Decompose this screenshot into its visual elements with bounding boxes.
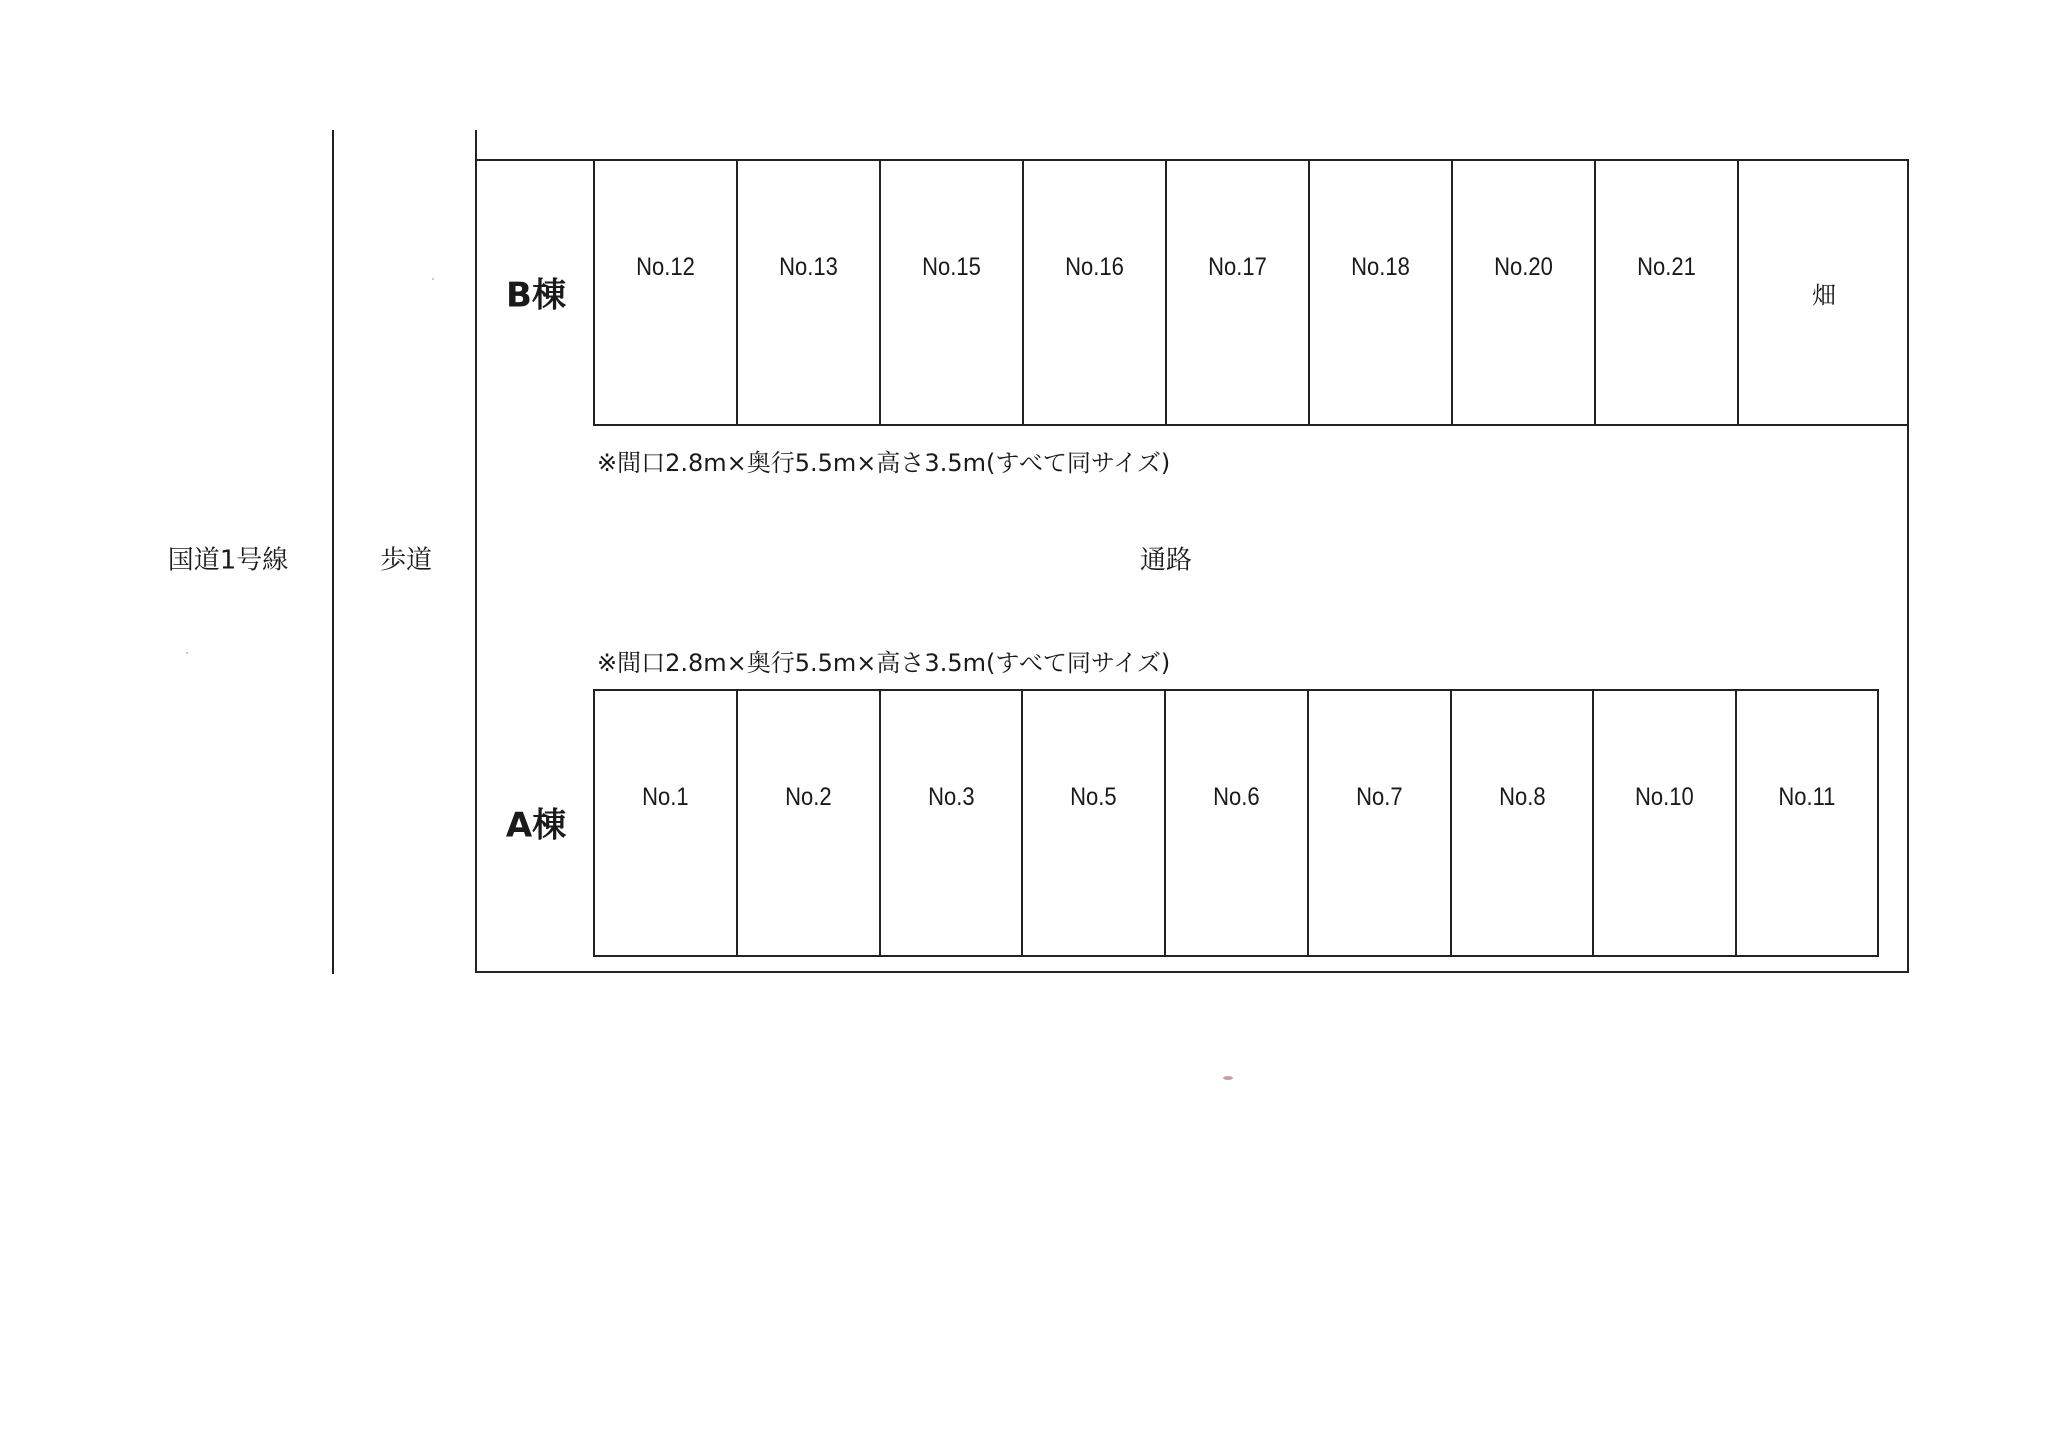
field-area xyxy=(1739,161,1909,424)
unit-a-2[interactable] xyxy=(738,691,881,955)
unit-number: No.12 xyxy=(636,253,695,281)
building-a-row xyxy=(593,689,1879,957)
unit-b-20[interactable] xyxy=(1453,161,1596,424)
unit-b-18[interactable] xyxy=(1310,161,1453,424)
unit-number: No.15 xyxy=(922,253,981,281)
unit-number: No.10 xyxy=(1635,783,1695,811)
unit-number: No.2 xyxy=(784,783,832,811)
scan-speck xyxy=(186,652,188,654)
unit-b-17[interactable] xyxy=(1167,161,1310,424)
unit-number: No.5 xyxy=(1070,783,1117,811)
unit-number: No.18 xyxy=(1351,253,1410,281)
unit-b-13[interactable] xyxy=(738,161,881,424)
building-b-label: B棟 xyxy=(506,275,566,316)
road-sidewalk-boundary-line xyxy=(332,130,334,974)
unit-a-3[interactable] xyxy=(881,691,1024,955)
site-edge-line xyxy=(475,130,477,162)
unit-number: No.3 xyxy=(927,783,975,811)
unit-number: No.7 xyxy=(1356,783,1403,811)
unit-number: No.8 xyxy=(1498,783,1546,811)
unit-number: No.13 xyxy=(779,253,838,281)
sidewalk-label: 歩道 xyxy=(379,545,433,576)
unit-a-11[interactable] xyxy=(1737,691,1879,955)
unit-a-10[interactable] xyxy=(1594,691,1737,955)
unit-number: No.17 xyxy=(1208,253,1267,281)
building-a-size-note: ※間口2.8m×奥行5.5m×高さ3.5m(すべて同サイズ) xyxy=(597,649,1171,677)
unit-a-5[interactable] xyxy=(1023,691,1166,955)
building-b-size-note: ※間口2.8m×奥行5.5m×高さ3.5m(すべて同サイズ) xyxy=(597,449,1171,477)
unit-a-6[interactable] xyxy=(1166,691,1309,955)
unit-a-7[interactable] xyxy=(1309,691,1452,955)
building-a-label: A棟 xyxy=(505,805,567,846)
unit-b-15[interactable] xyxy=(881,161,1024,424)
unit-number: No.21 xyxy=(1637,253,1696,281)
unit-b-16[interactable] xyxy=(1024,161,1167,424)
building-b-row xyxy=(593,159,1909,426)
unit-b-12[interactable] xyxy=(595,161,738,424)
scan-speck xyxy=(1223,1076,1233,1080)
unit-number: No.1 xyxy=(642,783,689,811)
unit-number: No.6 xyxy=(1213,783,1260,811)
unit-number: No.11 xyxy=(1778,783,1836,811)
unit-a-8[interactable] xyxy=(1452,691,1595,955)
unit-a-1[interactable] xyxy=(595,691,738,955)
field-label: 畑 xyxy=(1812,281,1836,309)
passage-label: 通路 xyxy=(1139,545,1193,576)
unit-number: No.20 xyxy=(1494,253,1553,281)
scan-speck xyxy=(432,278,434,280)
road-label: 国道1号線 xyxy=(167,545,289,576)
unit-b-21[interactable] xyxy=(1596,161,1739,424)
unit-number: No.16 xyxy=(1065,253,1124,281)
